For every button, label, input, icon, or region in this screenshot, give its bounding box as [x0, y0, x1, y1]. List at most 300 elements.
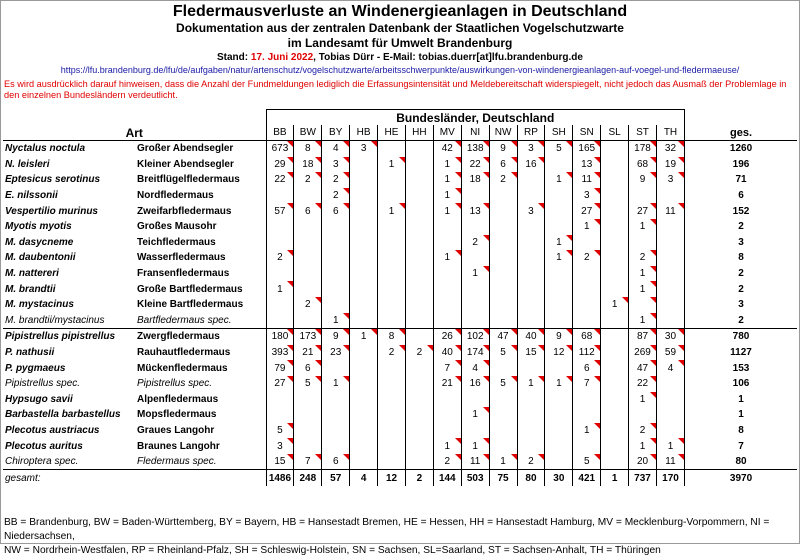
count-cell-bb: 22 — [266, 172, 294, 188]
table-row — [3, 141, 797, 157]
count-cell-he: 8 — [378, 329, 406, 345]
count-cell-st: 27 — [629, 203, 657, 219]
totals-label: gesamt: — [3, 470, 266, 486]
count-cell-he — [378, 235, 406, 251]
species-german-name: Zwergfledermaus — [135, 329, 266, 345]
count-cell-hh — [405, 454, 433, 470]
species-german-name: Fransenfledermaus — [137, 268, 230, 280]
count-cell-mv: 2 — [433, 454, 461, 470]
species-german-name: Nordfledermaus — [137, 190, 214, 202]
table-row — [3, 297, 797, 313]
state-header-mv: MV — [433, 125, 461, 141]
count-cell-hh — [405, 172, 433, 188]
count-cell-he — [378, 141, 406, 157]
row-total: 2 — [738, 314, 744, 326]
species-latin-name: Vespertilio murinus — [5, 205, 98, 217]
row-total: 3 — [738, 236, 744, 248]
count-cell-sh — [545, 266, 573, 282]
count-cell-nw: 47 — [489, 329, 517, 345]
count-cell-th — [656, 219, 684, 235]
count-cell-he — [378, 172, 406, 188]
row-total: 152 — [732, 205, 750, 217]
count-cell-by — [322, 392, 350, 408]
count-cell-sn: 13 — [573, 157, 601, 173]
count-cell-bw — [294, 423, 322, 439]
count-cell-ni: 102 — [461, 329, 489, 345]
count-cell-nw: 2 — [489, 172, 517, 188]
row-total: 1 — [738, 409, 744, 421]
count-cell-sh — [545, 392, 573, 408]
row-total: 1 — [738, 393, 744, 405]
count-cell-th — [656, 266, 684, 282]
count-cell-sl — [601, 203, 629, 219]
count-cell-st — [629, 188, 657, 204]
state-total-sh: 30 — [545, 470, 573, 486]
count-cell-by: 1 — [322, 376, 350, 392]
count-cell-hb — [350, 360, 378, 376]
count-cell-bw: 8 — [294, 141, 322, 157]
state-total-st: 737 — [629, 470, 657, 486]
count-cell-bw — [294, 235, 322, 251]
row-total: 196 — [732, 158, 750, 170]
table-row — [3, 376, 797, 392]
species-german-name: Kleine Bartfledermaus — [137, 299, 244, 311]
source-link[interactable]: https://lfu.brandenburg.de/lfu/de/aufgaben/natur/artenschutz/vogelschutzwarte/arbeitsschwerpunkte/auswirkungen-von-windenergieanlagen-auf-voegel-und-fledermaeuse/ — [60, 65, 740, 75]
count-cell-he: 2 — [378, 345, 406, 361]
count-cell-th — [656, 423, 684, 439]
count-cell-sl — [601, 141, 629, 157]
count-cell-sh — [545, 297, 573, 313]
species-german-name: Zweifarbfledermaus — [137, 205, 232, 217]
table-row — [3, 188, 797, 204]
state-total-by: 57 — [322, 470, 350, 486]
count-cell-hb — [350, 250, 378, 266]
count-cell-bb — [266, 392, 294, 408]
total-column-header: ges. — [685, 125, 798, 141]
species-german-name: Pipistrellus spec. — [137, 378, 213, 390]
count-cell-hh — [405, 235, 433, 251]
count-cell-ni: 2 — [461, 235, 489, 251]
count-cell-th: 11 — [656, 203, 684, 219]
count-cell-mv: 40 — [433, 345, 461, 361]
stand-contact: , Tobias Dürr - E-Mail: tobias.duerr[at]lfu.brandenburg.de — [313, 52, 583, 63]
count-cell-he — [378, 438, 406, 454]
count-cell-sh — [545, 360, 573, 376]
count-cell-hb — [350, 266, 378, 282]
species-german-name: Mopsfledermaus — [137, 409, 217, 421]
count-cell-rp — [517, 250, 545, 266]
table-row — [3, 172, 797, 188]
table-row — [3, 423, 797, 439]
count-cell-mv — [433, 423, 461, 439]
count-cell-th — [656, 376, 684, 392]
count-cell-hb — [350, 313, 378, 329]
legend-line-2: NW = Nordrhein-Westfalen, RP = Rheinland-Pfalz, SH = Schleswig-Holstein, SN = Sachsen, SL=Saarland, ST = Sachsen-Anhalt, TH = Thüringen — [4, 545, 661, 556]
count-cell-he — [378, 376, 406, 392]
count-cell-rp — [517, 281, 545, 297]
count-cell-ni — [461, 281, 489, 297]
count-cell-ni: 22 — [461, 157, 489, 173]
state-total-mv: 144 — [433, 470, 461, 486]
count-cell-sh — [545, 281, 573, 297]
count-cell-hb — [350, 423, 378, 439]
count-cell-rp — [517, 219, 545, 235]
state-total-bw: 248 — [294, 470, 322, 486]
count-cell-bw: 7 — [294, 454, 322, 470]
count-cell-hb — [350, 407, 378, 423]
count-cell-st: 22 — [629, 376, 657, 392]
count-cell-sl — [601, 392, 629, 408]
count-cell-sl — [601, 281, 629, 297]
count-cell-hh: 2 — [405, 345, 433, 361]
count-cell-sn: 2 — [573, 250, 601, 266]
count-cell-bw: 2 — [294, 172, 322, 188]
count-cell-sh: 1 — [545, 376, 573, 392]
table-row — [3, 360, 797, 376]
species-german-name: Alpenfledermaus — [137, 393, 219, 405]
count-cell-mv: 21 — [433, 376, 461, 392]
species-latin-name: Eptesicus serotinus — [5, 174, 101, 186]
count-cell-sn: 1 — [573, 423, 601, 439]
count-cell-st — [629, 297, 657, 313]
species-latin-name: Hypsugo savii — [5, 393, 73, 405]
row-total: 2 — [738, 283, 744, 295]
count-cell-by: 2 — [322, 188, 350, 204]
species-german-name: Graues Langohr — [137, 424, 215, 436]
count-cell-sn: 3 — [573, 188, 601, 204]
count-cell-by — [322, 407, 350, 423]
count-cell-nw — [489, 313, 517, 329]
count-cell-mv — [433, 281, 461, 297]
count-cell-bb: 180 — [266, 329, 294, 345]
count-cell-sn — [573, 438, 601, 454]
stand-date: 17. Juni 2022 — [250, 52, 314, 63]
species-latin-name: N. leisleri — [5, 158, 50, 170]
count-cell-sn: 11 — [573, 172, 601, 188]
count-cell-ni: 174 — [461, 345, 489, 361]
row-total: 3 — [738, 299, 744, 311]
count-cell-nw — [489, 188, 517, 204]
count-cell-hb — [350, 454, 378, 470]
state-total-nw: 75 — [489, 470, 517, 486]
count-cell-bw: 173 — [294, 329, 322, 345]
count-cell-sh: 1 — [545, 250, 573, 266]
count-cell-sl — [601, 235, 629, 251]
count-cell-st: 1 — [629, 438, 657, 454]
count-cell-mv: 7 — [433, 360, 461, 376]
species-german-name: Teichfledermaus — [137, 236, 216, 248]
count-cell-hh — [405, 219, 433, 235]
count-cell-st: 20 — [629, 454, 657, 470]
count-cell-bw: 6 — [294, 203, 322, 219]
state-header-ni: NI — [461, 125, 489, 141]
count-cell-mv — [433, 266, 461, 282]
count-cell-bw: 2 — [294, 297, 322, 313]
row-total: 2 — [738, 268, 744, 280]
count-cell-st: 2 — [629, 423, 657, 439]
table-row — [3, 454, 797, 470]
count-cell-st — [629, 235, 657, 251]
state-total-ni: 503 — [461, 470, 489, 486]
count-cell-nw — [489, 219, 517, 235]
count-cell-sl — [601, 376, 629, 392]
count-cell-hb: 1 — [350, 329, 378, 345]
state-header-bb: BB — [266, 125, 294, 141]
count-cell-rp: 3 — [517, 141, 545, 157]
count-cell-ni: 1 — [461, 266, 489, 282]
count-cell-hh — [405, 297, 433, 313]
count-cell-by — [322, 297, 350, 313]
count-cell-bb: 1 — [266, 281, 294, 297]
count-cell-sh — [545, 203, 573, 219]
count-cell-st: 9 — [629, 172, 657, 188]
count-cell-rp — [517, 313, 545, 329]
row-total: 106 — [732, 378, 750, 390]
count-cell-nw — [489, 250, 517, 266]
count-cell-nw — [489, 423, 517, 439]
count-cell-bb: 673 — [266, 141, 294, 157]
count-cell-rp: 3 — [517, 203, 545, 219]
count-cell-bw — [294, 219, 322, 235]
count-cell-hh — [405, 250, 433, 266]
species-latin-name: Pipistrellus pipistrellus — [3, 329, 135, 345]
state-header-rp: RP — [517, 125, 545, 141]
count-cell-sl — [601, 329, 629, 345]
count-cell-nw: 1 — [489, 454, 517, 470]
count-cell-ni: 4 — [461, 360, 489, 376]
count-cell-hh — [405, 376, 433, 392]
count-cell-bw — [294, 407, 322, 423]
state-total-sn: 421 — [573, 470, 601, 486]
count-cell-sh — [545, 219, 573, 235]
count-cell-nw: 5 — [489, 345, 517, 361]
count-cell-rp: 2 — [517, 454, 545, 470]
state-header-by: BY — [322, 125, 350, 141]
species-latin-name: M. nattereri — [5, 268, 59, 280]
count-cell-sl — [601, 407, 629, 423]
count-cell-sh — [545, 157, 573, 173]
count-cell-ni — [461, 392, 489, 408]
count-cell-mv: 1 — [433, 250, 461, 266]
count-cell-rp — [517, 266, 545, 282]
count-cell-bw — [294, 281, 322, 297]
count-cell-nw — [489, 203, 517, 219]
row-total: 8 — [738, 252, 744, 264]
count-cell-he — [378, 297, 406, 313]
count-cell-he — [378, 266, 406, 282]
table-row — [3, 250, 797, 266]
state-total-th: 170 — [656, 470, 684, 486]
species-latin-name: M. mystacinus — [5, 299, 74, 311]
species-latin-name: Pipistrellus spec. — [5, 378, 81, 390]
count-cell-rp — [517, 188, 545, 204]
table-row — [3, 219, 797, 235]
count-cell-sn: 165 — [573, 141, 601, 157]
count-cell-nw — [489, 266, 517, 282]
subtitle-line-1: Dokumentation aus der zentralen Datenbank der Staatlichen Vogelschutzwarte — [176, 21, 624, 35]
species-german-name: Kleiner Abendsegler — [137, 158, 234, 170]
count-cell-rp: 15 — [517, 345, 545, 361]
count-cell-st: 2 — [629, 250, 657, 266]
count-cell-sh: 12 — [545, 345, 573, 361]
count-cell-sl — [601, 360, 629, 376]
row-total: 1260 — [729, 143, 753, 155]
count-cell-bb — [266, 297, 294, 313]
header-row-states — [3, 125, 797, 141]
count-cell-hb — [350, 219, 378, 235]
totals-row — [3, 470, 797, 486]
count-cell-rp — [517, 172, 545, 188]
count-cell-sn — [573, 297, 601, 313]
row-total: 780 — [685, 329, 798, 345]
count-cell-ni: 1 — [461, 407, 489, 423]
count-cell-rp — [517, 360, 545, 376]
count-cell-hh — [405, 313, 433, 329]
count-cell-he — [378, 250, 406, 266]
count-cell-st: 269 — [629, 345, 657, 361]
count-cell-sl — [601, 172, 629, 188]
state-header-bw: BW — [294, 125, 322, 141]
count-cell-sh — [545, 438, 573, 454]
count-cell-mv: 1 — [433, 188, 461, 204]
count-cell-st: 1 — [629, 281, 657, 297]
count-cell-rp — [517, 392, 545, 408]
count-cell-ni — [461, 423, 489, 439]
state-total-sl: 1 — [601, 470, 629, 486]
count-cell-hb — [350, 392, 378, 408]
count-cell-he — [378, 313, 406, 329]
grand-total: 3970 — [685, 470, 798, 486]
count-cell-th — [656, 392, 684, 408]
count-cell-he — [378, 360, 406, 376]
count-cell-st: 1 — [629, 266, 657, 282]
row-total: 8 — [738, 424, 744, 436]
table-row — [3, 329, 797, 345]
count-cell-ni: 13 — [461, 203, 489, 219]
count-cell-bw: 6 — [294, 360, 322, 376]
count-cell-by — [322, 219, 350, 235]
count-cell-rp: 16 — [517, 157, 545, 173]
count-cell-hh — [405, 203, 433, 219]
count-cell-by: 9 — [322, 329, 350, 345]
species-latin-name: M. brandtii — [5, 283, 56, 295]
count-cell-bw: 21 — [294, 345, 322, 361]
count-cell-hb — [350, 345, 378, 361]
count-cell-by — [322, 438, 350, 454]
count-cell-ni — [461, 250, 489, 266]
table-row — [3, 235, 797, 251]
state-header-sh: SH — [545, 125, 573, 141]
subtitle-line-2: im Landesamt für Umwelt Brandenburg — [287, 36, 513, 50]
count-cell-bb: 393 — [266, 345, 294, 361]
count-cell-hb — [350, 281, 378, 297]
count-cell-bb: 27 — [266, 376, 294, 392]
count-cell-hh — [405, 157, 433, 173]
count-cell-mv: 42 — [433, 141, 461, 157]
count-cell-nw — [489, 407, 517, 423]
count-cell-bw: 18 — [294, 157, 322, 173]
stand-label: Stand: — [217, 52, 251, 63]
count-cell-th: 11 — [656, 454, 684, 470]
table-row — [3, 266, 797, 282]
row-total: 71 — [735, 174, 747, 186]
state-header-he: HE — [378, 125, 406, 141]
count-cell-sn — [573, 407, 601, 423]
count-cell-nw — [489, 235, 517, 251]
state-total-rp: 80 — [517, 470, 545, 486]
count-cell-st: 1 — [629, 313, 657, 329]
count-cell-rp: 1 — [517, 376, 545, 392]
count-cell-th — [656, 297, 684, 313]
row-total: 2 — [738, 221, 744, 233]
count-cell-bb: 57 — [266, 203, 294, 219]
count-cell-bb: 2 — [266, 250, 294, 266]
state-header-nw: NW — [489, 125, 517, 141]
count-cell-nw: 6 — [489, 157, 517, 173]
count-cell-sl — [601, 188, 629, 204]
species-german-name: Wasserfledermaus — [137, 252, 226, 264]
count-cell-hh — [405, 188, 433, 204]
count-cell-bb — [266, 219, 294, 235]
state-total-he: 12 — [378, 470, 406, 486]
count-cell-sn: 5 — [573, 454, 601, 470]
count-cell-th: 32 — [656, 141, 684, 157]
count-cell-sh: 5 — [545, 141, 573, 157]
state-header-st: ST — [629, 125, 657, 141]
count-cell-hh — [405, 407, 433, 423]
count-cell-nw — [489, 360, 517, 376]
count-cell-nw — [489, 297, 517, 313]
count-cell-hh — [405, 438, 433, 454]
count-cell-hb — [350, 172, 378, 188]
count-cell-mv — [433, 313, 461, 329]
count-cell-sl: 1 — [601, 297, 629, 313]
count-cell-sh: 1 — [545, 172, 573, 188]
row-total: 7 — [738, 440, 744, 452]
count-cell-ni — [461, 188, 489, 204]
art-column-header: Art — [3, 125, 266, 141]
count-cell-mv: 1 — [433, 438, 461, 454]
count-cell-st: 1 — [629, 219, 657, 235]
count-cell-hb — [350, 235, 378, 251]
count-cell-he: 1 — [378, 157, 406, 173]
header-blank-right — [685, 110, 798, 126]
count-cell-bw — [294, 188, 322, 204]
count-cell-sn: 112 — [573, 345, 601, 361]
count-cell-by: 4 — [322, 141, 350, 157]
count-cell-mv — [433, 235, 461, 251]
count-cell-bb: 15 — [266, 454, 294, 470]
count-cell-sl — [601, 345, 629, 361]
table-row — [3, 157, 797, 173]
count-cell-rp: 40 — [517, 329, 545, 345]
table-row — [3, 313, 797, 329]
count-cell-ni: 16 — [461, 376, 489, 392]
count-cell-bw — [294, 250, 322, 266]
count-cell-rp — [517, 423, 545, 439]
count-cell-sl — [601, 438, 629, 454]
count-cell-sh: 9 — [545, 329, 573, 345]
species-latin-name: Plecotus auritus — [5, 440, 83, 452]
count-cell-ni — [461, 313, 489, 329]
count-cell-th: 59 — [656, 345, 684, 361]
count-cell-sl — [601, 250, 629, 266]
count-cell-sl — [601, 266, 629, 282]
count-cell-sh: 1 — [545, 235, 573, 251]
count-cell-nw — [489, 392, 517, 408]
count-cell-sh — [545, 188, 573, 204]
count-cell-st: 87 — [629, 329, 657, 345]
